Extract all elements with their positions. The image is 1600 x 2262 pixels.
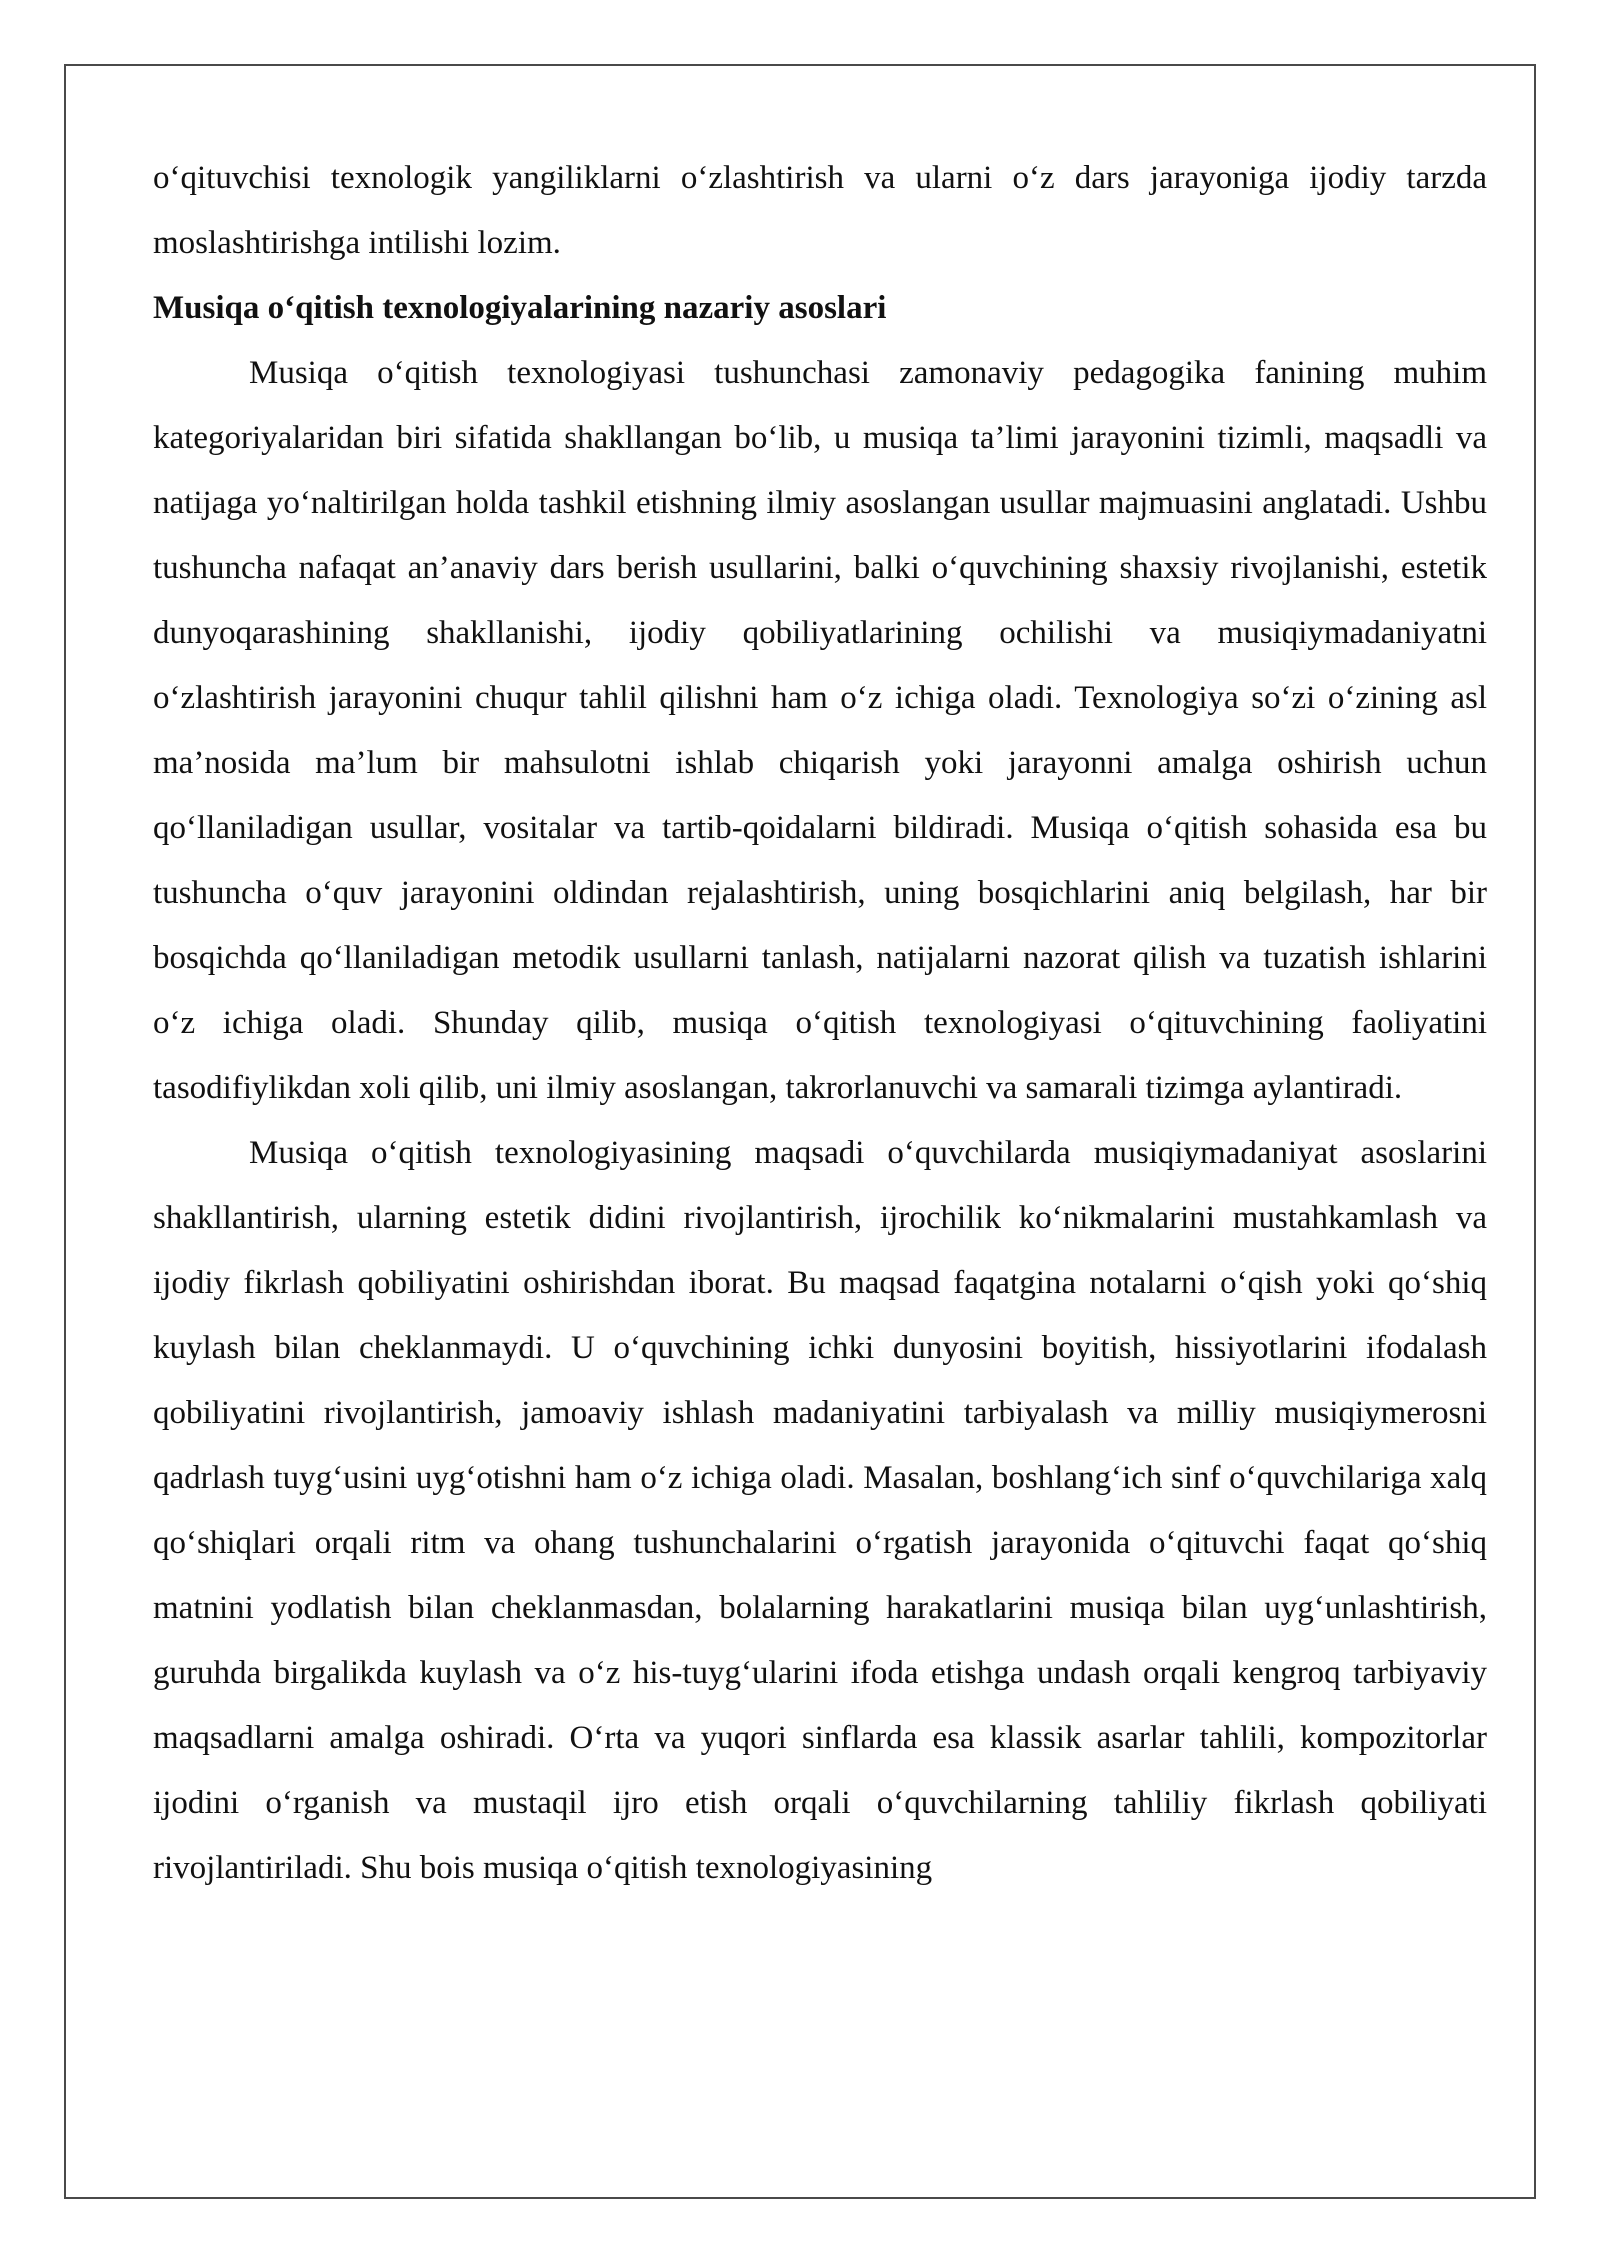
section-heading: Musiqa o‘qitish texnologiyalarining nazariy asoslari <box>153 290 887 326</box>
document-body <box>153 146 1487 1901</box>
paragraph-continuation: o‘qituvchisi texnologik yangiliklarni o‘zlashtirish va ularni o‘z dars jarayoniga ijodiy tarzda moslashtirishga intilishi lozim. <box>153 160 1487 261</box>
paragraph-2: Musiqa o‘qitish texnologiyasining maqsadi o‘quvchilarda musiqiymadaniyat asoslarini shakllantirish, ularning estetik didini rivojlantirish, ijrochilik ko‘nikmalarini mustahkamlash va ijodiy fikrlash qobiliyatini oshirishdan iborat. Bu maqsad faqatgina notalarni o‘qish yoki qo‘shiq kuylash bilan cheklanmaydi. U o‘quvchining ichki dunyosini boyitish, hissiyotlarini ifodalash qobiliyatini rivojlantirish, jamoaviy ishlash madaniyatini tarbiyalash va milliy musiqiymerosni qadrlash tuyg‘usini uyg‘otishni ham o‘z ichiga oladi. Masalan, boshlang‘ich sinf o‘quvchilariga xalq qo‘shiqlari orqali ritm va ohang tushunchalarini o‘rgatish jarayonida o‘qituvchi faqat qo‘shiq matnini yodlatish bilan cheklanmasdan, bolalarning harakatlarini musiqa bilan uyg‘unlashtirish, guruhda birgalikda kuylash va o‘z his-tuyg‘ularini ifoda etishga undash orqali kengroq tarbiyaviy maqsadlarni amalga oshiradi. O‘rta va yuqori sinflarda esa klassik asarlar tahlili, kompozitorlar ijodini o‘rganish va mustaqil ijro etish orqali o‘quvchilarning tahliliy fikrlash qobiliyati rivojlantiriladi. Shu bois musiqa o‘qitish texnologiyasining <box>153 1135 1487 1886</box>
paragraph-1: Musiqa o‘qitish texnologiyasi tushunchasi zamonaviy pedagogika fanining muhim kategoriyalaridan biri sifatida shakllangan bo‘lib, u musiqa ta’limi jarayonini tizimli, maqsadli va natijaga yo‘naltirilgan holda tashkil etishning ilmiy asoslangan usullar majmuasini anglatadi. Ushbu tushuncha nafaqat an’anaviy dars berish usullarini, balki o‘quvchining shaxsiy rivojlanishi, estetik dunyoqarashining shakllanishi, ijodiy qobiliyatlarining ochilishi va musiqiymadaniyatni o‘zlashtirish jarayonini chuqur tahlil qilishni ham o‘z ichiga oladi. Texnologiya so‘zi o‘zining asl ma’nosida ma’lum bir mahsulotni ishlab chiqarish yoki jarayonni amalga oshirish uchun qo‘llaniladigan usullar, vositalar va tartib-qoidalarni bildiradi. Musiqa o‘qitish sohasida esa bu tushuncha o‘quv jarayonini oldindan rejalashtirish, uning bosqichlarini aniq belgilash, har bir bosqichda qo‘llaniladigan metodik usullarni tanlash, natijalarni nazorat qilish va tuzatish ishlarini o‘z ichiga oladi. Shunday qilib, musiqa o‘qitish texnologiyasi o‘qituvchining faoliyatini tasodifiylikdan xoli qilib, uni ilmiy asoslangan, takrorlanuvchi va samarali tizimga aylantiradi. <box>153 355 1487 1106</box>
